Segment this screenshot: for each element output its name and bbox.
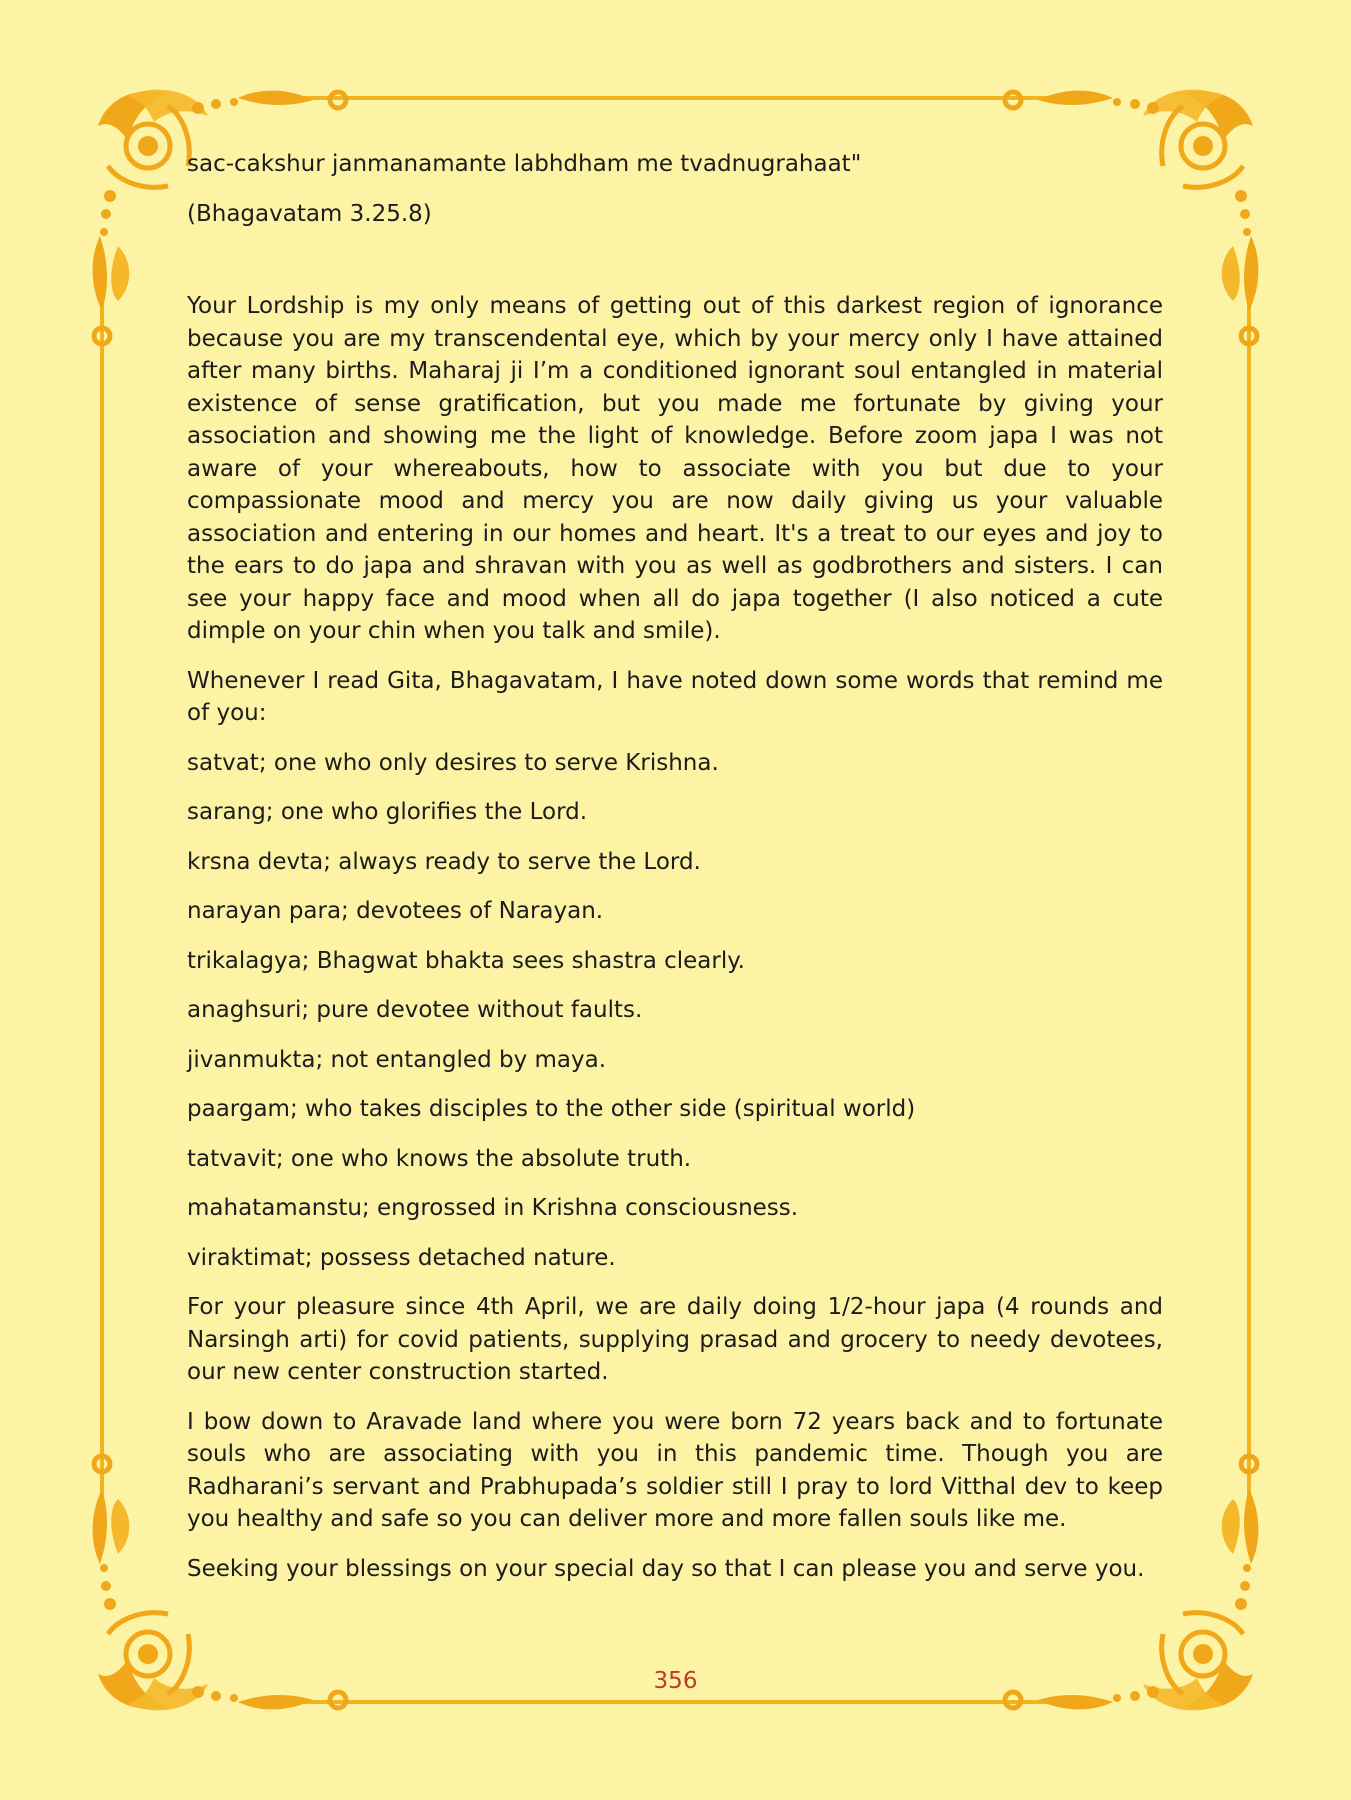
verse-reference: (Bhagavatam 3.25.8) <box>187 200 432 227</box>
paragraph-1: Your Lordship is my only means of getting out of this darkest region of ignorance because you are my transcendental eye, which by your mercy only I have attained after many births. Maharaj ji I’m a conditioned ignorant soul entangled in material existence of sense gratification, but you made me fortunate by giving your association and showing me the light of knowledge. Before zoom japa I was not aware of your whereabouts, how to associate with you but due to your compassionate mood and mercy you are now daily giving us your valuable association and entering in our homes and heart. It's a treat to our eyes and joy to the ears to do japa and shravan with you as well as godbrothers and sisters. I can see your happy face and mood when all do japa together (I also noticed a cute dimple on your chin when you talk and smile). <box>187 293 1163 644</box>
list-item: anaghsuri; pure devotee without faults. <box>187 997 643 1023</box>
word-list <box>187 747 1163 1275</box>
list-item: viraktimat; possess detached nature. <box>187 1244 616 1271</box>
paragraph-4: I bow down to Aravade land where you were born 72 years back and to fortunate souls who are associating with you in this pandemic time. Though you are Radharani’s servant and Prabhupada’s soldier still I pray to lord Vitthal dev to keep you healthy and safe so you can deliver more and more fallen souls like me. <box>187 1408 1163 1532</box>
page-number: 356 <box>653 1668 698 1694</box>
list-item: satvat; one who only desires to serve Krishna. <box>187 749 719 776</box>
paragraph-2: Whenever I read Gita, Bhagavatam, I have noted down some words that remind me of you: <box>187 667 1163 726</box>
verse-line: sac-cakshur janmanamante labhdham me tvadnugrahaat" <box>187 151 862 177</box>
list-item: tatvavit; one who knows the absolute truth. <box>187 1145 692 1172</box>
list-item: paargam; who takes disciples to the other side (spiritual world) <box>187 1096 916 1122</box>
list-item: krsna devta; always ready to serve the Lord. <box>187 848 701 875</box>
list-item: mahatamanstu; engrossed in Krishna consciousness. <box>187 1195 799 1221</box>
paragraph-3: For your pleasure since 4th April, we are daily doing 1/2-hour japa (4 rounds and Narsingh arti) for covid patients, supplying prasad and grocery to needy devotees, our new center construction started. <box>187 1294 1163 1385</box>
letter-body <box>187 148 1163 1602</box>
list-item: jivanmukta; not entangled by maya. <box>187 1046 607 1073</box>
list-item: sarang; one who glorifies the Lord. <box>187 799 588 825</box>
list-item: trikalagya; Bhagwat bhakta sees shastra clearly. <box>187 947 745 974</box>
list-item: narayan para; devotees of Narayan. <box>187 898 604 924</box>
paragraph-5: Seeking your blessings on your special day so that I can please you and serve you. <box>187 1555 1145 1582</box>
